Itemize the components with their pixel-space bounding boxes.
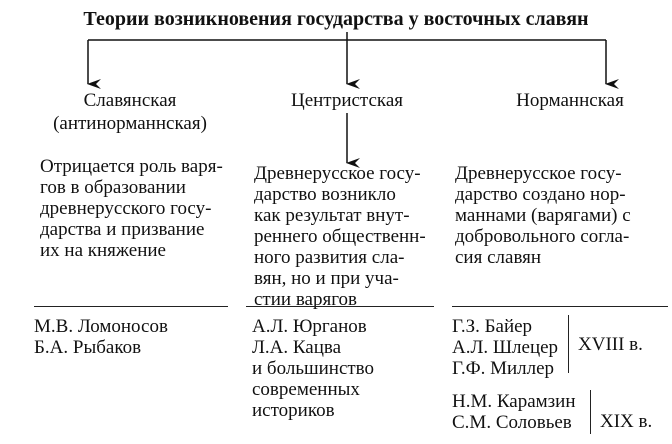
historians-centrist xyxy=(252,316,374,421)
historian-name: Н.М. Карамзин xyxy=(452,391,576,412)
century-divider-18c xyxy=(568,315,569,373)
separator-slavic xyxy=(34,306,228,307)
historian-name: историков xyxy=(252,400,335,421)
historians-norman-19c xyxy=(452,391,576,433)
desc-line: дарства и призвание xyxy=(40,219,205,240)
theory-slavic-description xyxy=(40,156,240,261)
diagram-title: Теории возникновения государства у восточных славян xyxy=(83,8,589,30)
desc-line: дарство создано нор- xyxy=(455,184,626,205)
desc-line: их на княжение xyxy=(40,240,166,261)
theory-slavic-subname: (антинорманнская) xyxy=(53,113,207,134)
desc-line: гов в образовании xyxy=(40,177,186,198)
historian-name: М.В. Ломоносов xyxy=(34,316,168,337)
separator-norman xyxy=(452,306,668,307)
desc-line: древнерусского госу- xyxy=(40,198,212,219)
separator-centrist xyxy=(246,306,434,307)
desc-line: ного развития сла- xyxy=(254,247,405,268)
historian-name: и большинство xyxy=(252,358,375,379)
historian-name: современных xyxy=(252,379,360,400)
historians-slavic xyxy=(34,316,168,358)
century-label-19c: XIX в. xyxy=(600,411,653,432)
theory-norman-heading xyxy=(470,89,670,112)
historian-name: Г.З. Байер xyxy=(452,316,533,337)
desc-line: маннами (варягами) с xyxy=(455,205,631,226)
theory-slavic-heading xyxy=(30,89,230,135)
century-divider-19c xyxy=(590,390,591,434)
theory-norman-name: Норманнская xyxy=(516,90,624,111)
desc-line: как результат внут- xyxy=(254,205,410,226)
desc-line: дарство возникло xyxy=(254,184,396,205)
desc-line: вян, но и при уча- xyxy=(254,268,399,289)
desc-line: стии варягов xyxy=(254,289,358,310)
desc-line: добровольного согла- xyxy=(455,226,630,247)
theory-centrist-name: Центристская xyxy=(290,90,404,111)
desc-line: Древнерусское госу- xyxy=(254,163,421,184)
historian-name: Б.А. Рыбаков xyxy=(34,337,142,358)
desc-line: реннего общественн- xyxy=(254,226,426,247)
historian-name: Г.Ф. Миллер xyxy=(452,358,555,379)
theory-centrist-heading xyxy=(247,89,447,112)
historians-norman-18c xyxy=(452,316,558,379)
century-label-18c: XVIII в. xyxy=(578,334,643,355)
historian-name: А.Л. Шлецер xyxy=(452,337,559,358)
desc-line: Отрицается роль варя- xyxy=(40,156,223,177)
historian-name: С.М. Соловьев xyxy=(452,412,572,433)
historian-name: Л.А. Кацва xyxy=(252,337,342,358)
desc-line: сия славян xyxy=(455,247,542,268)
theory-centrist-description xyxy=(254,163,444,310)
theory-slavic-name: Славянская xyxy=(83,90,177,111)
theory-norman-description xyxy=(455,163,670,268)
desc-line: Древнерусское госу- xyxy=(455,163,622,184)
historian-name: А.Л. Юрганов xyxy=(252,316,367,337)
